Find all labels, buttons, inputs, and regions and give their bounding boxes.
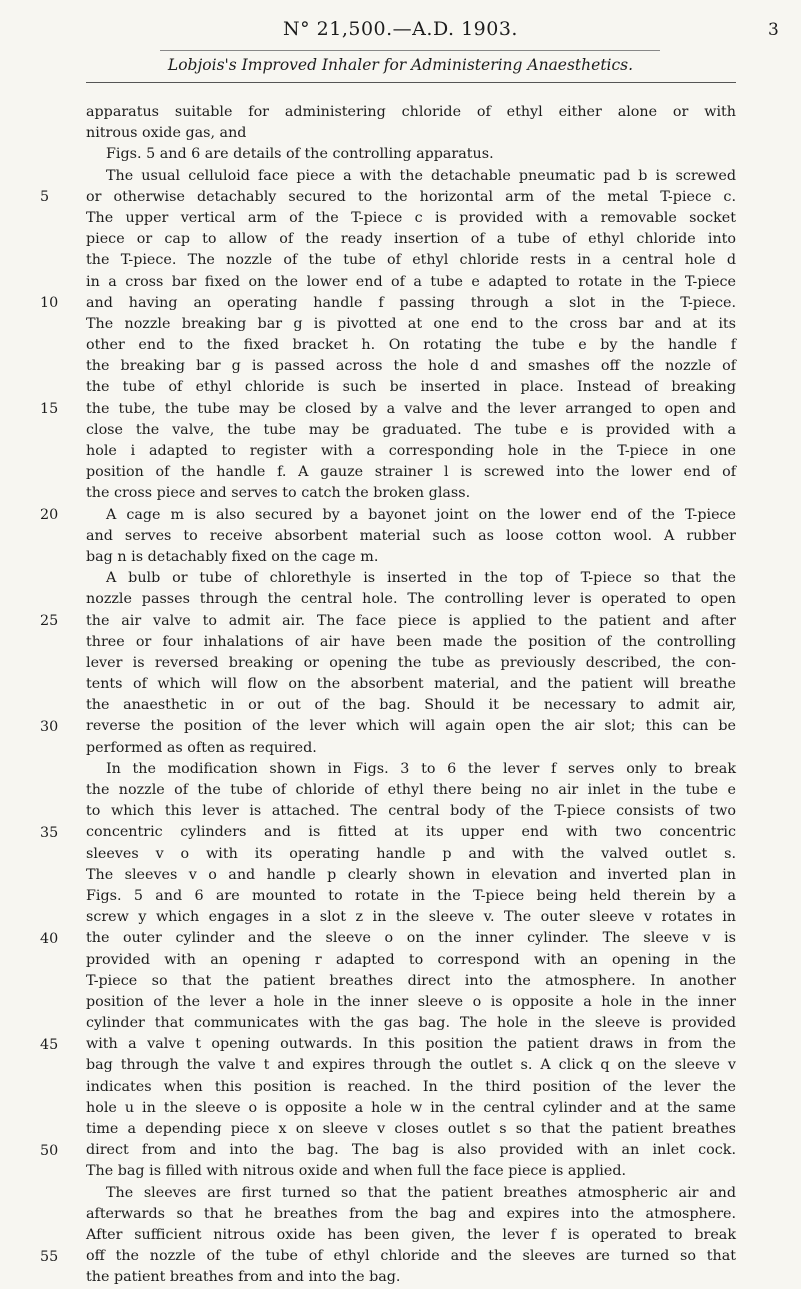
running-title: Lobjois's Improved Inhaler for Administering Anaesthetics.: [167, 56, 634, 74]
text-line: other end to the fixed bracket h. On rotating the tube e by the handle f: [86, 337, 736, 354]
patent-number: N° 21,500.—A.D. 1903.: [283, 18, 518, 40]
margin-line-number: 20: [40, 506, 59, 523]
page-number: 3: [768, 20, 779, 40]
text-line: A bulb or tube of chlorethyle is inserted in the top of T-piece so that the: [106, 570, 736, 587]
margin-line-number: 30: [40, 718, 59, 735]
text-line: concentric cylinders and is fitted at its upper end with two concentric: [86, 824, 736, 841]
text-line: the outer cylinder and the sleeve o on the inner cylinder. The sleeve v is: [86, 930, 736, 947]
text-line: to which this lever is attached. The central body of the T-piece consists of two: [86, 803, 736, 820]
text-line: the cross piece and serves to catch the broken glass.: [86, 485, 471, 502]
text-line: the T-piece. The nozzle of the tube of ethyl chloride rests in a central hole d: [86, 252, 736, 269]
margin-line-number: 5: [40, 188, 50, 205]
title-divider: [86, 82, 736, 83]
text-line: screw y which engages in a slot z in the sleeve v. The outer sleeve v rotates in: [86, 909, 736, 926]
text-line: The bag is filled with nitrous oxide and when full the face piece is applied.: [86, 1163, 627, 1180]
text-line: hole u in the sleeve o is opposite a hole w in the central cylinder and at the same: [86, 1099, 736, 1116]
text-line: provided with an opening r adapted to correspond with an opening in the: [86, 951, 736, 968]
text-line: lever is reversed breaking or opening the tube as previously described, the con-: [86, 654, 736, 671]
text-line: position of the lever a hole in the inner sleeve o is opposite a hole in the inner: [86, 993, 736, 1010]
text-line: three or four inhalations of air have been made the position of the controlling: [86, 633, 736, 650]
text-line: The usual celluloid face piece a with the detachable pneumatic pad b is screwed: [106, 167, 736, 184]
text-line: close the valve, the tube may be graduated. The tube e is provided with a: [86, 421, 736, 438]
margin-line-number: 50: [40, 1142, 59, 1159]
text-line: After sufficient nitrous oxide has been given, the lever f is operated to break: [86, 1226, 736, 1243]
text-line: In the modification shown in Figs. 3 to 6 the lever f serves only to break: [106, 760, 736, 777]
text-line: apparatus suitable for administering chloride of ethyl either alone or with: [86, 104, 736, 120]
text-line: the tube, the tube may be closed by a valve and the lever arranged to open and: [86, 400, 736, 417]
text-line: the tube of ethyl chloride is such be inserted in place. Instead of breaking: [86, 379, 736, 396]
text-line: bag through the valve t and expires through the outlet s. A click q on the sleeve v: [86, 1057, 736, 1074]
text-line: The sleeves v o and handle p clearly shown in elevation and inverted plan in: [86, 866, 736, 883]
text-line: The nozzle breaking bar g is pivotted at one end to the cross bar and at its: [86, 315, 736, 332]
text-line: piece or cap to allow of the ready insertion of a tube of ethyl chloride into: [86, 231, 736, 248]
text-line: direct from and into the bag. The bag is also provided with an inlet cock.: [86, 1142, 736, 1159]
text-line: the anaesthetic in or out of the bag. Should it be necessary to admit air,: [86, 697, 736, 714]
text-line: indicates when this position is reached. In the third position of the lever the: [86, 1078, 736, 1095]
text-line: or otherwise detachably secured to the horizontal arm of the metal T-piece c.: [86, 188, 736, 205]
text-line: and serves to receive absorbent material such as loose cotton wool. A rubber: [86, 527, 736, 544]
text-line: nozzle passes through the central hole. The controlling lever is operated to open: [86, 591, 736, 608]
text-line: The sleeves are first turned so that the patient breathes atmospheric air and: [106, 1184, 736, 1201]
text-line: position of the handle f. A gauze strainer l is screwed into the lower end of: [86, 464, 736, 481]
text-line: time a depending piece x on sleeve v closes outlet s so that the patient breathes: [86, 1121, 736, 1137]
header-divider: [160, 50, 660, 51]
margin-line-number: 10: [40, 294, 59, 311]
text-line: the breaking bar g is passed across the hole d and smashes off the nozzle of: [86, 358, 736, 375]
document-body: [86, 102, 736, 1289]
text-line: afterwards so that he breathes from the bag and expires into the atmosphere.: [86, 1205, 736, 1222]
text-line: and having an operating handle f passing through a slot in the T-piece.: [86, 294, 736, 311]
text-line: hole i adapted to register with a corresponding hole in the T-piece in one: [86, 443, 736, 459]
text-line: off the nozzle of the tube of ethyl chloride and the sleeves are turned so that: [86, 1248, 736, 1265]
text-line: with a valve t opening outwards. In this position the patient draws in from the: [86, 1036, 736, 1053]
margin-line-number: 15: [40, 400, 59, 417]
text-line: performed as often as required.: [86, 739, 317, 756]
text-line: nitrous oxide gas, and: [86, 125, 247, 142]
margin-line-number: 45: [40, 1036, 59, 1053]
text-line: in a cross bar fixed on the lower end of a tube e adapted to rotate in the T-piece: [86, 273, 736, 290]
margin-line-number: 40: [40, 930, 59, 947]
text-line: A cage m is also secured by a bayonet joint on the lower end of the T-piece: [106, 506, 736, 523]
margin-line-number: 55: [40, 1248, 59, 1265]
text-line: The upper vertical arm of the T-piece c is provided with a removable socket: [86, 209, 736, 226]
text-line: the nozzle of the tube of chloride of ethyl there being no air inlet in the tube e: [86, 782, 736, 798]
text-line: bag n is detachably fixed on the cage m.: [86, 548, 379, 565]
text-line: Figs. 5 and 6 are mounted to rotate in the T-piece being held therein by a: [86, 887, 736, 904]
text-line: the patient breathes from and into the bag.: [86, 1269, 401, 1286]
text-line: cylinder that communicates with the gas bag. The hole in the sleeve is provided: [86, 1015, 736, 1032]
margin-line-number: 35: [40, 824, 59, 841]
text-line: reverse the position of the lever which will again open the air slot; this can be: [86, 718, 736, 735]
text-line: T-piece so that the patient breathes direct into the atmosphere. In another: [86, 972, 736, 989]
text-line: sleeves v o with its operating handle p and with the valved outlet s.: [86, 845, 736, 862]
text-line: the air valve to admit air. The face piece is applied to the patient and after: [86, 612, 736, 629]
text-line: tents of which will flow on the absorbent material, and the patient will breathe: [86, 676, 736, 693]
text-line: Figs. 5 and 6 are details of the controlling apparatus.: [106, 146, 494, 163]
margin-line-number: 25: [40, 612, 59, 629]
